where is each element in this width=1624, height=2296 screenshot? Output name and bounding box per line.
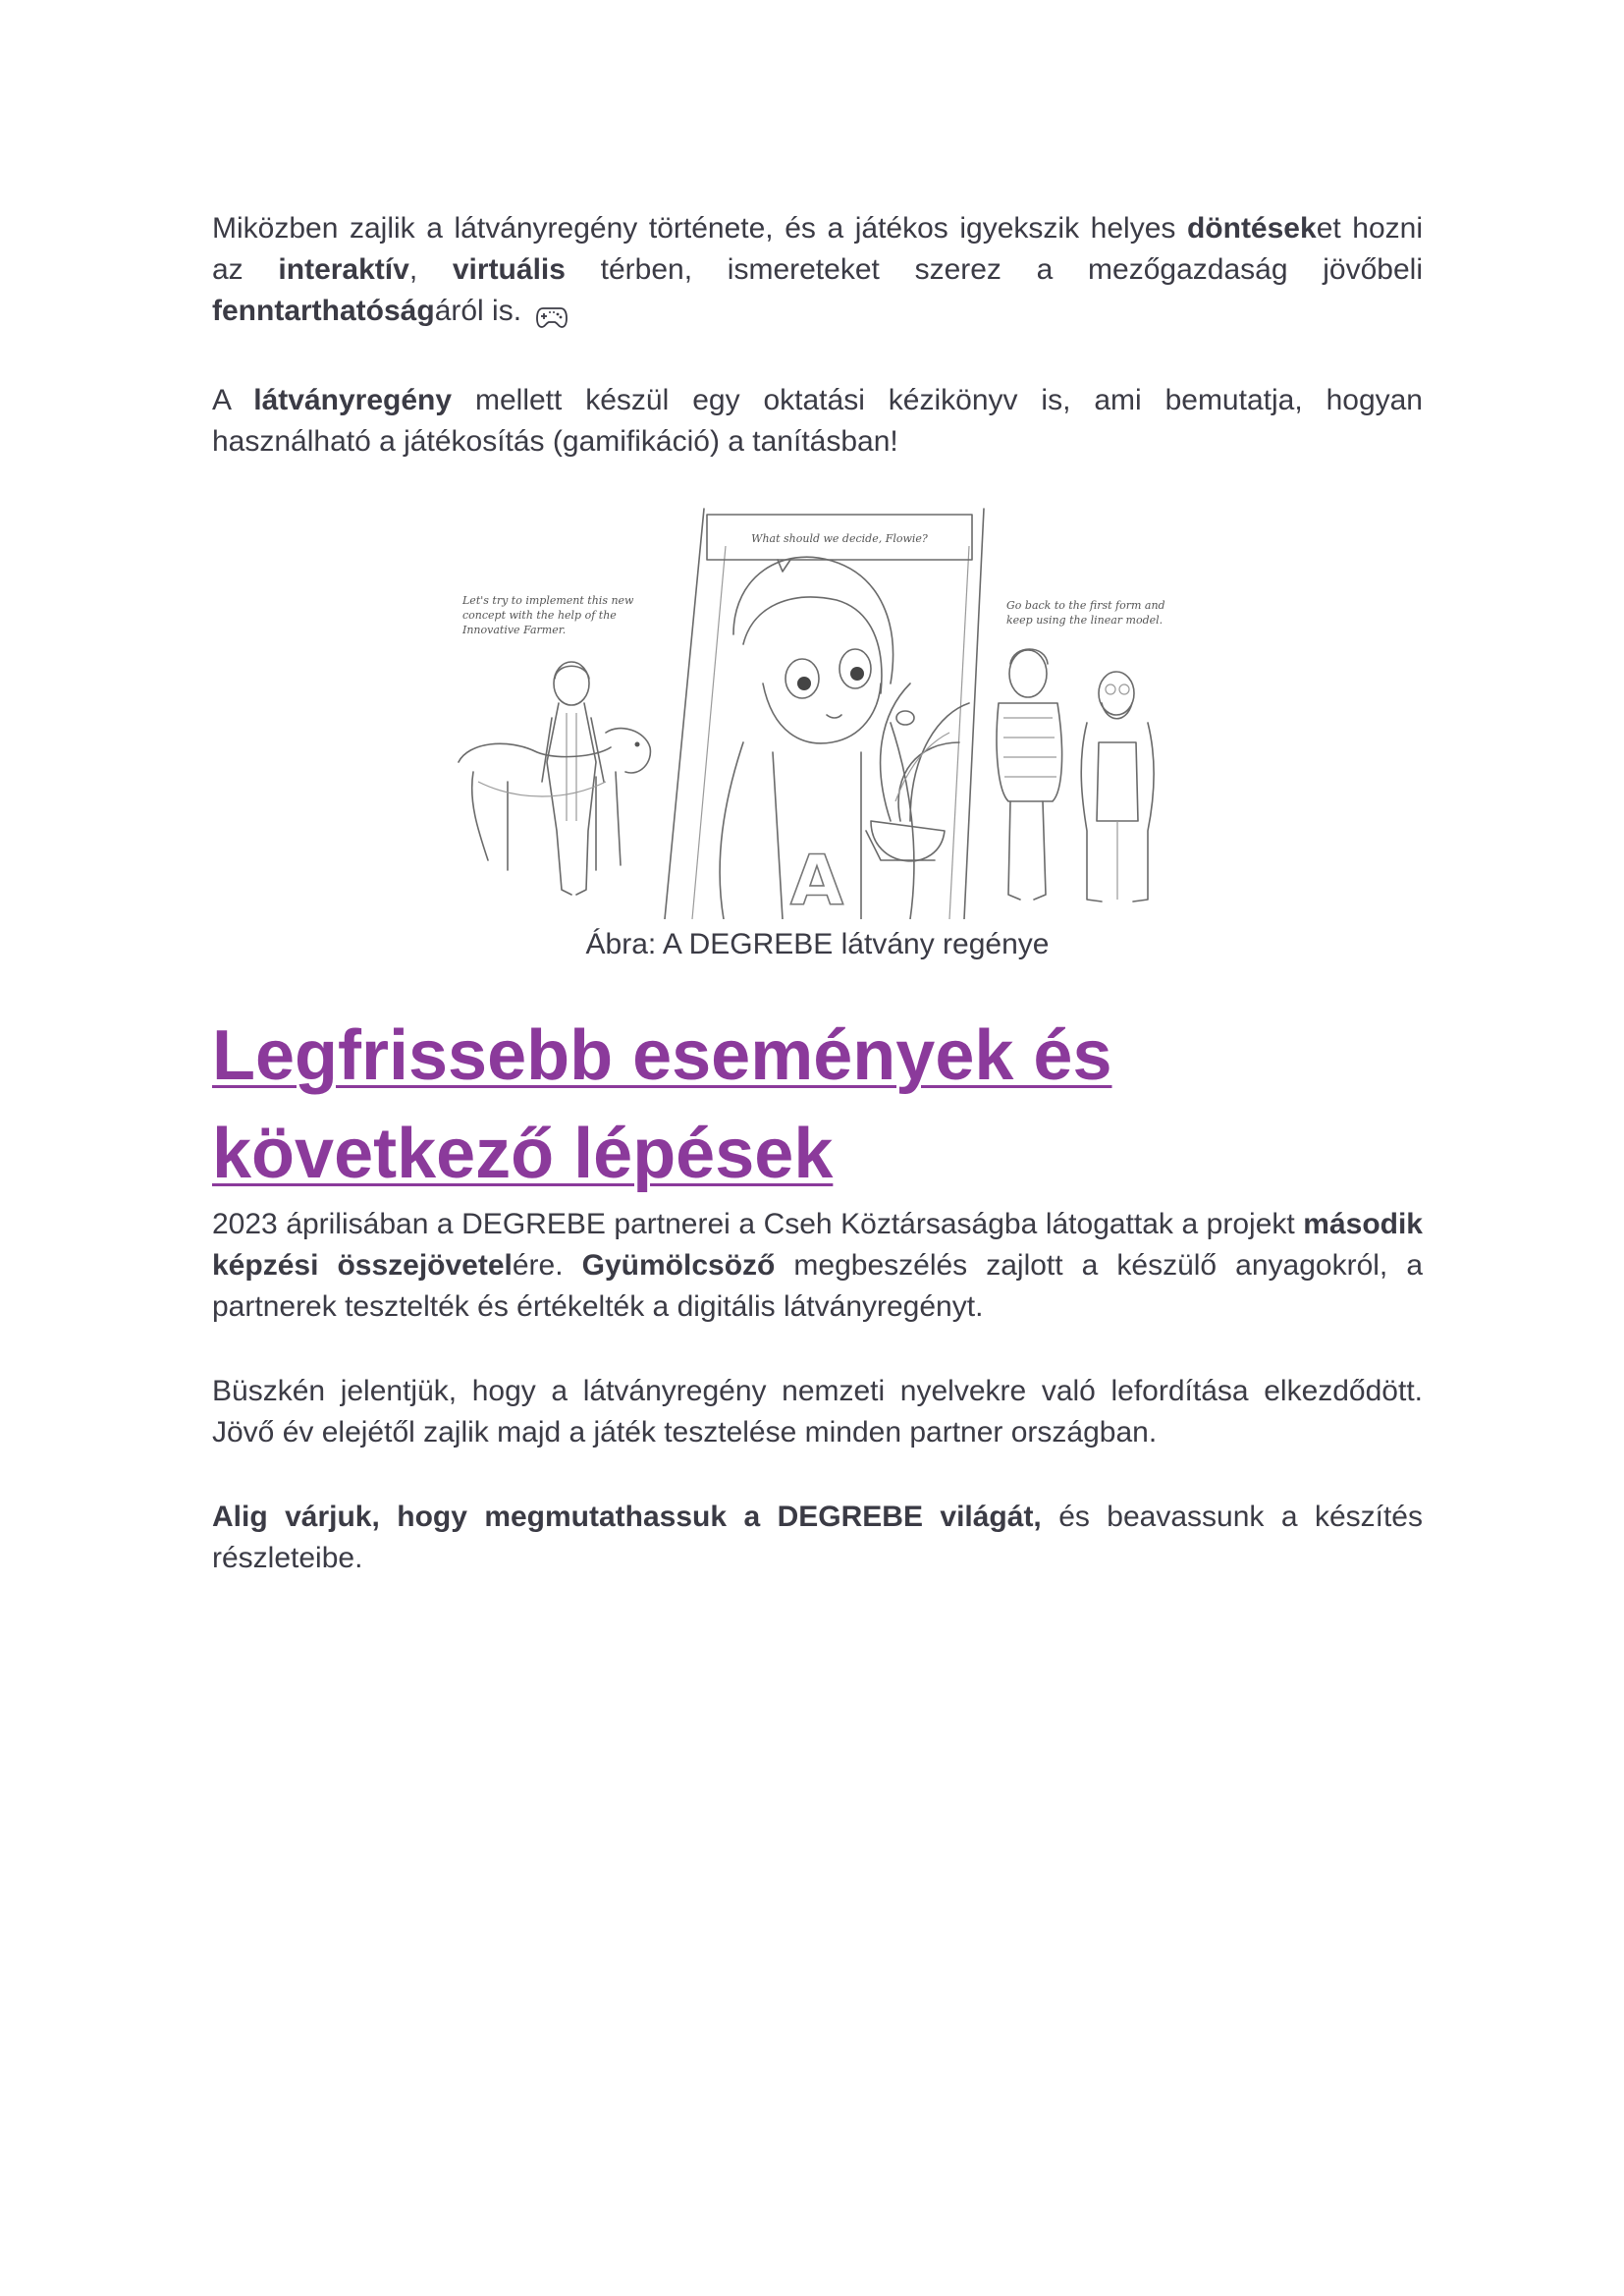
speech-bubble-center: What should we decide, Flowie? (751, 532, 928, 545)
text-run: áról is. (434, 295, 522, 327)
paragraph-gameplay (212, 208, 1423, 332)
bold-run: második képzési összejövetel (212, 1208, 1423, 1282)
text-run: 2023 áprilisában a DEGREBE partnerei a Cseh Köztársaságba látogattak a projekt (212, 1208, 1304, 1240)
bold-run: Alig várjuk, hogy megmutathassuk a DEGREBE világát, (212, 1501, 1042, 1533)
bold-run: döntések (1186, 212, 1317, 245)
man-overalls-figure (1081, 672, 1154, 902)
text-run: , (408, 253, 453, 286)
paragraph-meeting (212, 1204, 1423, 1328)
text-run: Miközben zajlik a látványregény története, és a játékos igyekszik helyes (212, 212, 1187, 245)
bold-run: látványregény (253, 384, 453, 416)
speech-right-line-2: keep using the linear model. (1006, 614, 1164, 627)
text-run: és beavassunk a készítés részleteibe. (212, 1501, 1423, 1574)
speech-left-line-2: concept with the help of the (462, 609, 617, 622)
paragraph-handbook (212, 380, 1423, 463)
man-sweater-figure (997, 649, 1062, 900)
gamepad-icon (535, 300, 568, 325)
speech-right-line-1: Go back to the first form and (1006, 599, 1165, 612)
section-heading[interactable]: Legfrissebb események és következő lépések (212, 1016, 1112, 1193)
speech-left-line-3: Innovative Farmer. (462, 624, 567, 636)
shirt-letter: A (789, 841, 844, 919)
woman-figure (542, 662, 604, 895)
paragraph-closing (212, 1497, 1423, 1579)
text-run: et hozni az (212, 212, 1424, 286)
bold-run: Gyümölcsöző (581, 1249, 776, 1282)
paragraph-translation: Büszkén jelentjük, hogy a látványregény nemzeti nyelvekre való lefordítása elkezdődött. Jövő év elejétől zajlik majd a játék tesztelése minden partner országban. (212, 1375, 1423, 1449)
bold-run: interaktív (278, 253, 409, 286)
text-run: ére. (512, 1249, 582, 1282)
bold-run: fenntarthatóság (212, 295, 435, 327)
figure-caption: Ábra: A DEGREBE látvány regénye (585, 928, 1050, 960)
comic-illustration (449, 507, 1195, 919)
text-run: térben, ismereteket szerez a mezőgazdaság jövőbeli (565, 253, 1423, 286)
hooded-character (720, 557, 914, 919)
speech-left-line-1: Let's try to implement this new (462, 594, 634, 607)
text-run: A (212, 384, 254, 416)
dog-figure (459, 729, 650, 870)
text-run: mellett készül egy oktatási kézikönyv is, ami bemutatja, hogyan használható a játékosítás (gamifikáció) a tanításban! (212, 384, 1423, 458)
bold-run: virtuális (452, 253, 566, 286)
text-run: megbeszélés zajlott a készülő anyagokról, a partnerek tesztelték és értékelték a digitális látványregényt. (212, 1249, 1424, 1323)
